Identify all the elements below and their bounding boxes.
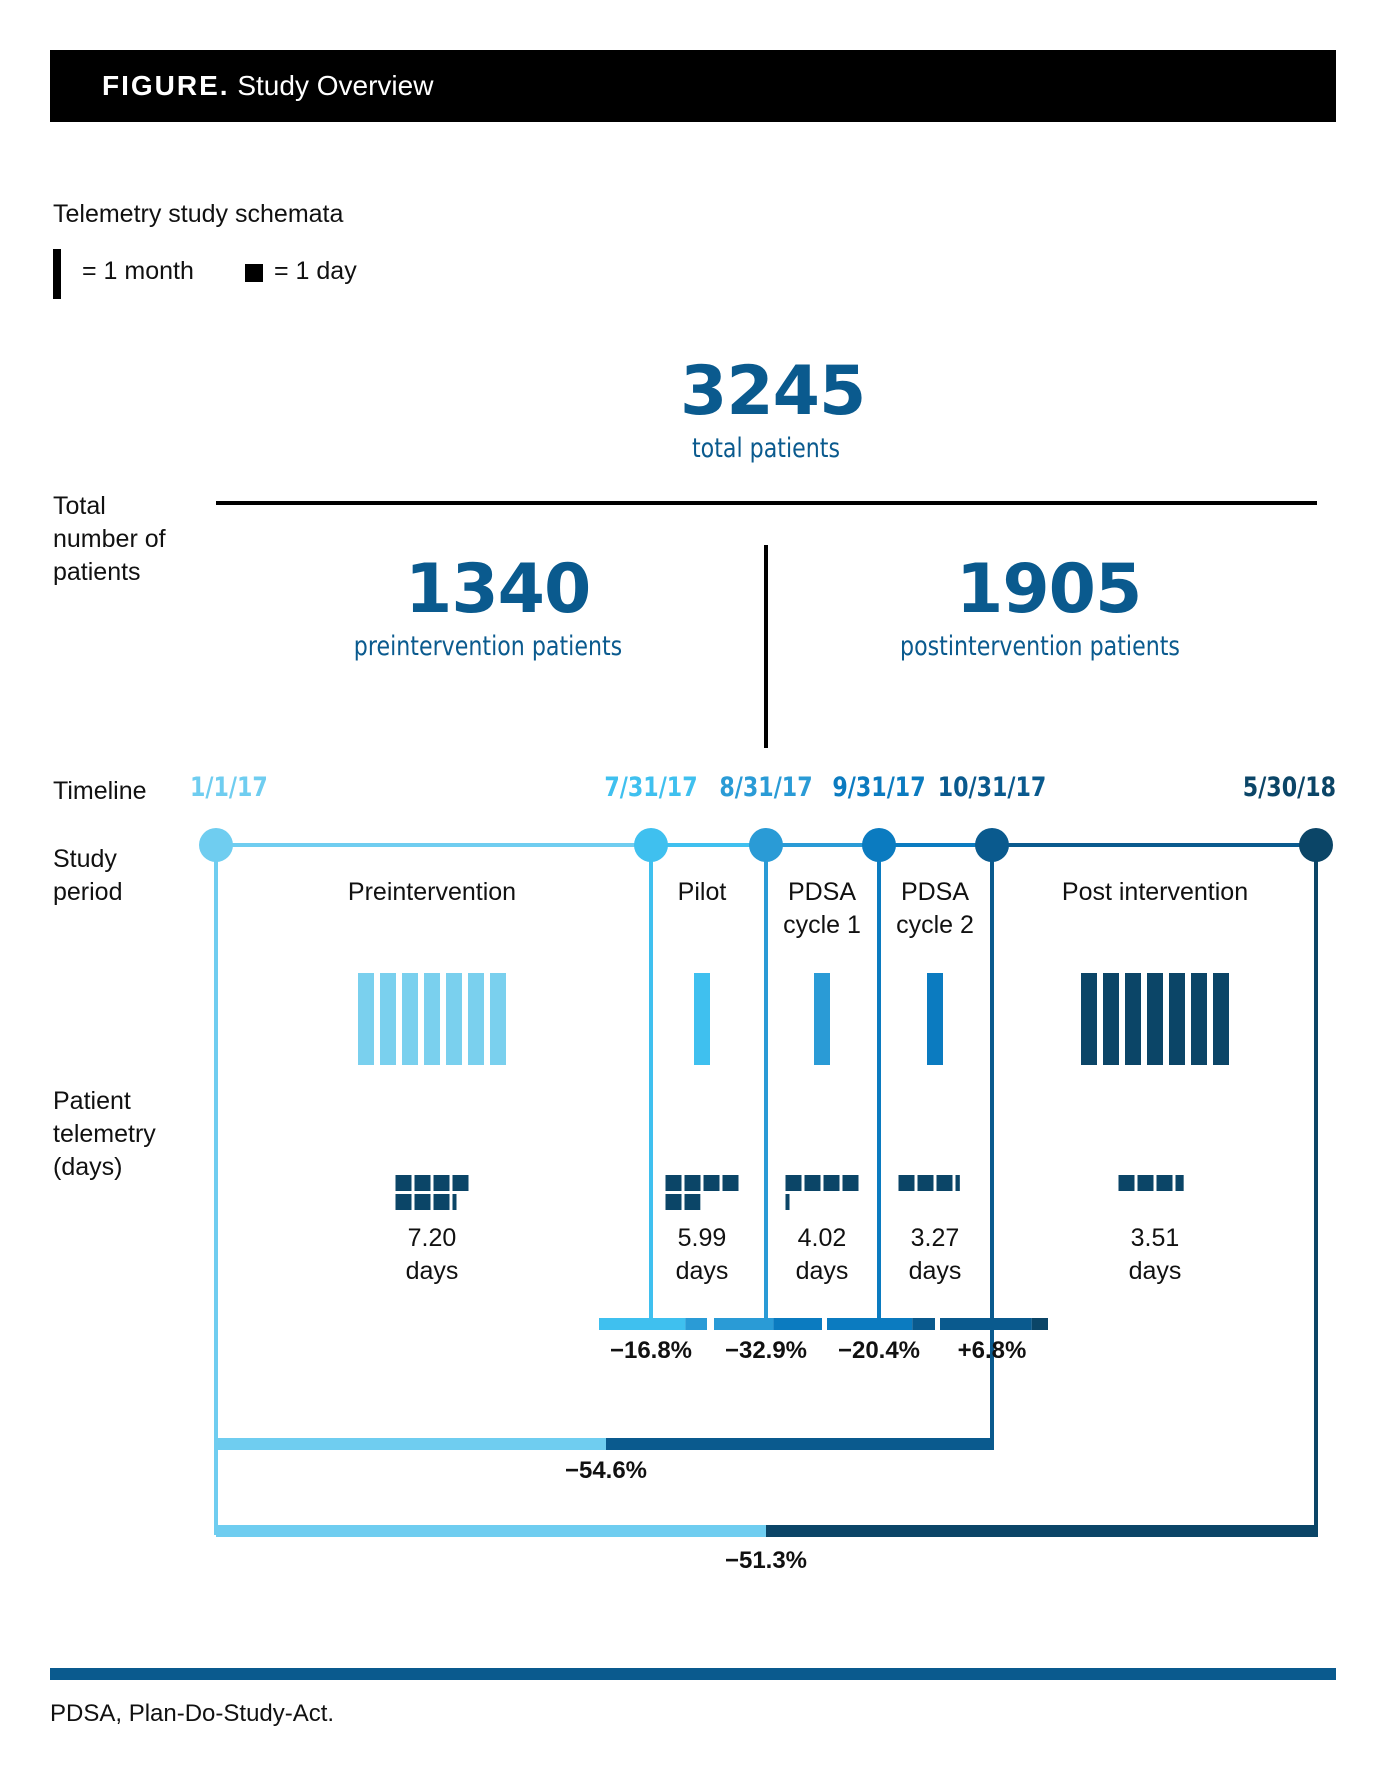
month-bar-3-0 (927, 973, 943, 1065)
overall-bar-pdsa-post (606, 1438, 994, 1450)
overall-bar-pdsa-pre (216, 1438, 606, 1450)
post-patients-label: postintervention patients (900, 631, 1180, 662)
month-bar-4-1 (1103, 973, 1119, 1065)
timeline-date-4: 10/31/17 (937, 772, 1047, 803)
month-bar-4-0 (1081, 973, 1097, 1065)
month-bar-0-3 (424, 973, 440, 1065)
change-pdsa-1: −32.9% (724, 1337, 808, 1364)
day-square-2-1 (805, 1175, 821, 1191)
day-square-1-3 (723, 1175, 739, 1191)
legend-title: Telemetry study schemata (53, 200, 344, 228)
footnote: PDSA, Plan-Do-Study-Act. (50, 1700, 335, 1727)
total-patients-value: 3245 (680, 352, 866, 431)
day-square-1-1 (685, 1175, 701, 1191)
telemetry-value-pilot: 5.99 (677, 1224, 727, 1252)
month-bar-4-2 (1125, 973, 1141, 1065)
month-bar-0-4 (446, 973, 462, 1065)
day-square-1-2 (704, 1175, 720, 1191)
month-bar-0-5 (468, 973, 484, 1065)
change-bar-b-2 (912, 1318, 935, 1330)
post-patients-value: 1905 (956, 550, 1142, 629)
change-bar-a-1 (714, 1318, 773, 1330)
timeline-date-1: 7/31/17 (604, 772, 698, 803)
day-square-0-5 (415, 1194, 431, 1210)
period-name-pilot: Pilot (677, 878, 727, 906)
timeline-node-0 (199, 828, 233, 862)
overall-change-post: −51.3% (724, 1547, 808, 1574)
day-square-4-2 (1157, 1175, 1173, 1191)
change-bar-b-0 (685, 1318, 707, 1330)
footer-rule (50, 1668, 1336, 1680)
change-bar-a-0 (599, 1318, 685, 1330)
month-bar-2-0 (814, 973, 830, 1065)
day-square-2-2 (824, 1175, 840, 1191)
telemetry-value-post: 3.51 (1130, 1224, 1180, 1252)
period-name-pdsa-2: PDSA cycle 2 (896, 878, 974, 939)
month-bar-1-0 (694, 973, 710, 1065)
day-square-4-3 (1176, 1175, 1184, 1191)
telemetry-value-pdsa-2: 3.27 (910, 1224, 960, 1252)
telemetry-unit-pdsa-1: days (795, 1257, 849, 1285)
telemetry-unit-post: days (1128, 1257, 1182, 1285)
row-label-timeline: Timeline (53, 777, 147, 805)
change-bar-a-2 (827, 1318, 912, 1330)
day-square-3-1 (918, 1175, 934, 1191)
period-name-pdsa-1: PDSA cycle 1 (783, 878, 861, 939)
day-square-3-2 (937, 1175, 953, 1191)
day-square-2-0 (786, 1175, 802, 1191)
day-square-0-2 (434, 1175, 450, 1191)
month-bar-4-4 (1169, 973, 1185, 1065)
legend-month: = 1 month (82, 257, 194, 285)
timeline-node-4 (975, 828, 1009, 862)
timeline-node-3 (862, 828, 896, 862)
period-name-post: Post intervention (1061, 878, 1249, 906)
timeline-node-1 (634, 828, 668, 862)
overall-bar-post-post (766, 1525, 1318, 1537)
change-pdsa-2: −20.4% (837, 1337, 921, 1364)
telemetry-unit-pilot: days (675, 1257, 729, 1285)
change-pilot: −16.8% (609, 1337, 693, 1364)
day-square-2-3 (843, 1175, 859, 1191)
day-square-4-0 (1119, 1175, 1135, 1191)
timeline-date-2: 8/31/17 (719, 772, 813, 803)
telemetry-unit-pdsa-2: days (908, 1257, 962, 1285)
row-label-total-patients: Total number of patients (53, 492, 166, 586)
day-square-3-0 (899, 1175, 915, 1191)
month-bar-0-6 (490, 973, 506, 1065)
month-bar-0-0 (358, 973, 374, 1065)
change-bar-a-3 (940, 1318, 1032, 1330)
overall-change-pdsa: −54.6% (564, 1457, 648, 1484)
day-square-3-3 (956, 1175, 960, 1191)
month-bar-0-2 (402, 973, 418, 1065)
legend-day: = 1 day (274, 257, 357, 285)
row-label-telemetry: Patient telemetry (days) (53, 1087, 156, 1181)
overall-bar-post-pre (216, 1525, 766, 1537)
pre-patients-value: 1340 (405, 550, 591, 629)
day-square-0-7 (453, 1194, 457, 1210)
figure-label: FIGURE. (102, 70, 230, 101)
figure-title-text: Study Overview (237, 70, 434, 101)
pre-patients-label: preintervention patients (353, 631, 623, 662)
timeline-node-5 (1299, 828, 1333, 862)
day-square-0-6 (434, 1194, 450, 1210)
month-bar-4-5 (1191, 973, 1207, 1065)
change-bar-b-1 (773, 1318, 822, 1330)
timeline-node-2 (749, 828, 783, 862)
day-square-4-1 (1138, 1175, 1154, 1191)
change-bar-b-3 (1032, 1318, 1048, 1330)
day-square-0-0 (396, 1175, 412, 1191)
telemetry-value-preintervention: 7.20 (407, 1224, 457, 1252)
total-patients-label: total patients (691, 433, 840, 464)
day-square-1-0 (666, 1175, 682, 1191)
change-post: +6.8% (957, 1337, 1027, 1364)
timeline-date-5: 5/30/18 (1242, 772, 1336, 803)
row-label-study-period: Study period (53, 845, 123, 906)
month-bar-4-3 (1147, 973, 1163, 1065)
month-bar-0-1 (380, 973, 396, 1065)
month-bar-4-6 (1213, 973, 1229, 1065)
day-square-0-1 (415, 1175, 431, 1191)
telemetry-value-pdsa-1: 4.02 (797, 1224, 847, 1252)
telemetry-unit-preintervention: days (405, 1257, 459, 1285)
period-name-preintervention: Preintervention (347, 878, 517, 906)
day-square-1-4 (666, 1194, 682, 1210)
day-square-0-4 (396, 1194, 412, 1210)
timeline-date-0: 1/1/17 (190, 772, 268, 803)
day-square-2-4 (786, 1194, 790, 1210)
day-square-1-5 (685, 1194, 701, 1210)
day-square-0-3 (453, 1175, 469, 1191)
timeline-date-3: 9/31/17 (832, 772, 926, 803)
